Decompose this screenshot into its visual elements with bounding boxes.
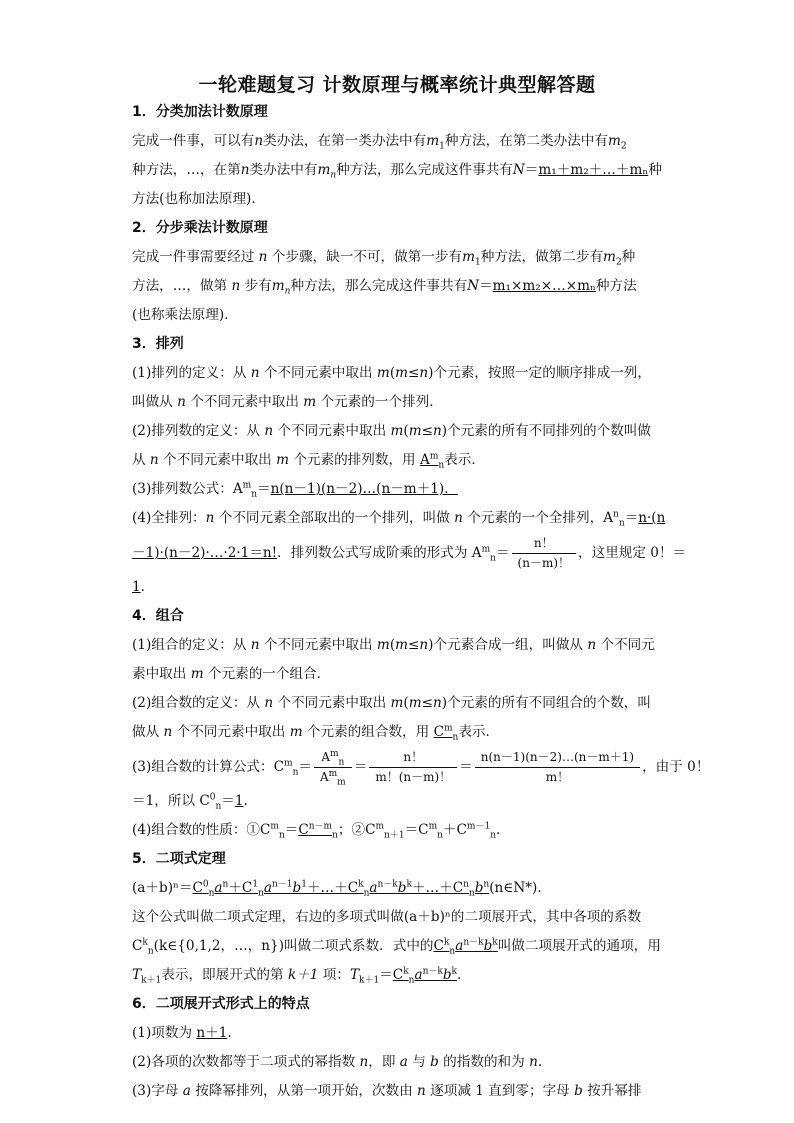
- page-title: 一轮难题复习 计数原理与概率统计典型解答题: [198, 74, 596, 96]
- fraction: $\frac{n!}{m!(n-m)!}$: [369, 750, 457, 785]
- section-heading-2: 2．分步乘法计数原理: [132, 220, 268, 236]
- paragraph: $C^k_n(k\in\{0,1,2$，…，n})叫做二项式系数．式中的$C^k_na^{n-k}b^k$叫做二项展开式的通项，用: [132, 937, 661, 957]
- product-formula: m₁×m₂×…×mₙ: [492, 278, 596, 294]
- section-heading-6: 6．二项展开式形式上的特点: [132, 996, 310, 1012]
- paragraph: $T_{k+1}$表示，即展开式的第 k＋1 项：$T_{k+1}=C^k_na^{n-k}b^k$.: [132, 966, 462, 986]
- paragraph: 从 n 个不同元素中取出 m 个元素的排列数，用 $A^m_n$表示．: [132, 451, 485, 471]
- section-heading-1: 1．分类加法计数原理: [132, 104, 268, 120]
- paragraph: 叫做从 n 个不同元素中取出 m 个元素的一个排列．: [132, 394, 443, 410]
- paragraph: (1)组合的定义：从 n 个不同元素中取出 m(m≤n)个元素合成一组，叫做从 n 个不同元: [132, 637, 655, 653]
- paragraph: 完成一件事，可以有n类办法，在第一类办法中有$m_1$种方法，在第二类办法中有$m_2$: [132, 133, 627, 152]
- fraction: $\frac{n!}{(n-m)!}$: [512, 536, 576, 571]
- factorial-formula: －1)·(n－2)·…·2·1＝n!: [132, 545, 278, 561]
- paragraph: (2)各项的次数都等于二项式的幂指数 n，即 a 与 b 的指数的和为 n.: [132, 1054, 543, 1070]
- section-heading-3: 3．排列: [132, 336, 184, 352]
- paragraph: 方法，…，做第 n 步有$m_n$种方法，那么完成这件事共有N＝m₁×m₂×…×mₙ种方法: [132, 278, 637, 297]
- fraction: $\frac{n(n-1)(n-2)\dots(n-m+1)}{m!}$: [475, 750, 640, 785]
- permutation-formula: n(n－1)(n－2)…(n－m＋1)．: [270, 481, 458, 497]
- paragraph: (4)组合数的性质：$①C^m_n=C^{n-m}_n$；$②C^m_{n+1}=C^m_n+C^{m-1}_n$.: [132, 821, 501, 841]
- paragraph: (1)排列的定义：从 n 个不同元素中取出 m(m≤n)个元素，按照一定的顺序排成一列，: [132, 365, 651, 381]
- section-heading-5: 5．二项式定理: [132, 851, 226, 867]
- paragraph: 完成一件事需要经过 n 个步骤，缺一不可，做第一步有$m_1$种方法，做第二步有$m_2$种: [132, 249, 636, 268]
- paragraph: (2)排列数的定义：从 n 个不同元素中取出 m(m≤n)个元素的所有不同排列的个数叫做: [132, 423, 651, 439]
- sum-formula: m₁＋m₂＋…＋mₙ: [538, 162, 649, 178]
- paragraph: (3)组合数的计算公式：$C^m_n=$ $\frac{A^m_n}{A^m_m}$ ＝ $\frac{n!}{m!(n-m)!}$ ＝ $\frac{n(n-1)(n-2)\dots(n-m+1)}{m!}$ ，由于 0！: [132, 749, 710, 788]
- paragraph: (1)项数为 n＋1.: [132, 1025, 232, 1041]
- document-body: [132, 98, 710, 1106]
- paragraph: (4)全排列：n 个不同元素全部取出的一个排列，叫做 n 个元素的一个全排列，$A^n_n=n\cdot(n$: [132, 509, 666, 529]
- paragraph: 做从 n 个不同元素中取出 m 个元素的组合数，用 $C^m_n$表示．: [132, 723, 500, 743]
- paragraph: ＝1，所以 $C^0_n=1$.: [132, 792, 248, 812]
- paragraph: 1.: [132, 579, 145, 595]
- paragraph: 素中取出 m 个元素的一个组合．: [132, 666, 331, 682]
- paragraph: (也称乘法原理)．: [132, 307, 238, 323]
- paragraph: 这个公式叫做二项式定理，右边的多项式叫做(a＋b)ⁿ的二项展开式，其中各项的系数: [132, 909, 642, 925]
- paragraph: (3)字母 a 按降幂排列，从第一项开始，次数由 n 逐项减 1 直到零；字母 b 按升幂排: [132, 1083, 642, 1099]
- section-heading-4: 4．组合: [132, 608, 184, 624]
- paragraph: $(a+b)^n=C^0_na^n+C^1_na^{n-1}b^1+\dots+C^k_na^{n-k}b^k+\dots+C^n_nb^n(n\in N*)$．: [132, 879, 551, 899]
- paragraph: (2)组合数的定义：从 n 个不同元素中取出 m(m≤n)个元素的所有不同组合的个数，叫: [132, 695, 651, 711]
- paragraph: 种方法，…，在第n类办法中有$m_n$种方法，那么完成这件事共有N＝m₁＋m₂＋…＋mₙ种: [132, 162, 662, 181]
- paragraph: －1)·(n－2)·…·2·1＝n!．排列数公式写成阶乘的形式为 $A^m_n=$ $\frac{n!}{(n-m)!}$ ，这里规定 0！＝: [132, 536, 687, 570]
- fraction: $\frac{A^m_n}{A^m_m}$: [314, 750, 352, 785]
- paragraph: 方法(也称加法原理)．: [132, 191, 265, 207]
- paragraph: (3)排列数公式：$A^m_n=n(n-1)(n-2)\dots(n-m+1)$．: [132, 480, 458, 500]
